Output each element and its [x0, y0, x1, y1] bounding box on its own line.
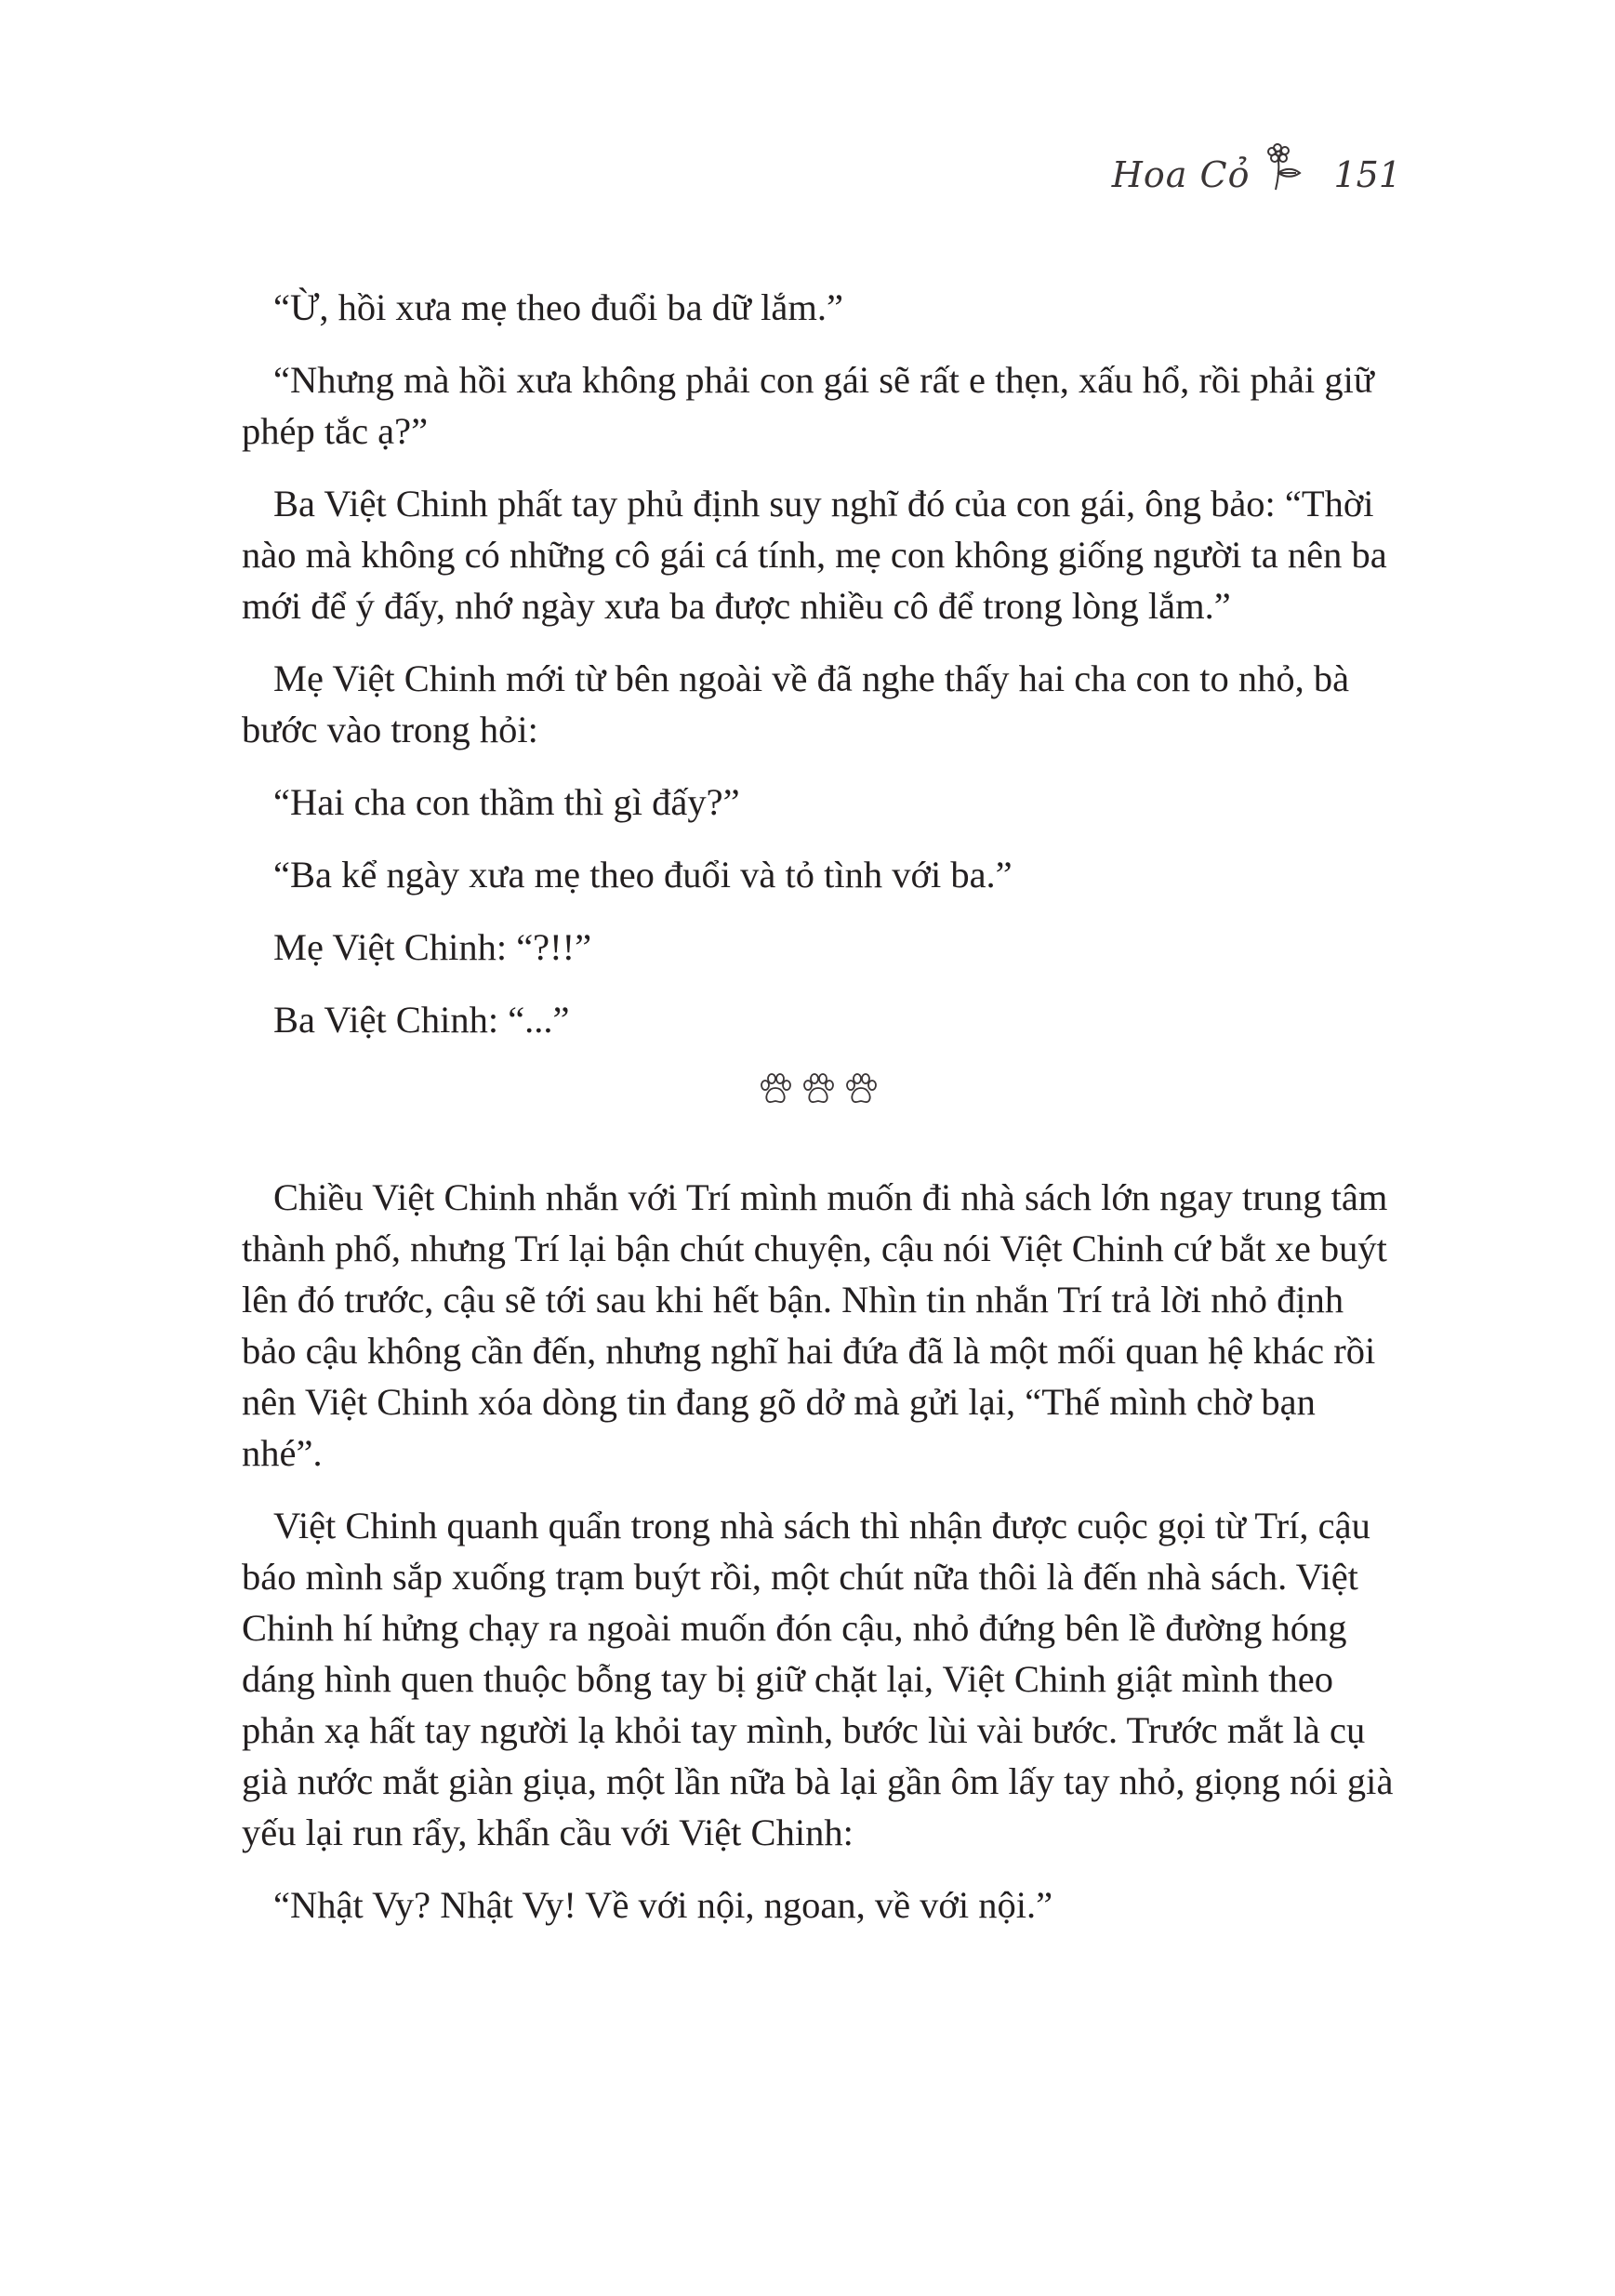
paragraph: “Nhật Vy? Nhật Vy! Về với nội, ngoan, về với nội.”: [273, 1884, 1053, 1926]
running-title: Hoa Cỏ: [1111, 154, 1251, 195]
page-body: [242, 282, 1395, 1952]
paragraph: Chiều Việt Chinh nhắn với Trí mình muốn đi nhà sách lớn ngay trung tâm thành phố, nhưng Trí lại bận chút chuyện, cậu nói Việt Chinh cứ bắt xe buýt lên đó trước, cậu sẽ tới sau khi hết bận. Nhìn tin nhắn Trí trả lời nhỏ định bảo cậu không cần đến, nhưng nghĩ hai đứa đã là một mối quan hệ khác rồi nên Việt Chinh xóa dòng tin đang gõ dở mà gửi lại, “Thế mình chờ bạn nhé”.: [242, 1176, 1388, 1474]
running-header: [1112, 139, 1401, 195]
paw-icon: [843, 1071, 879, 1107]
paragraph: “Hai cha con thầm thì gì đấy?”: [273, 781, 740, 823]
section-break: [242, 1071, 1395, 1107]
paragraph: Mẹ Việt Chinh: “?!!”: [273, 926, 592, 968]
paragraph: Mẹ Việt Chinh mới từ bên ngoài về đã nghe thấy hai cha con to nhỏ, bà bước vào trong hỏi:: [242, 657, 1350, 750]
paragraph: Ba Việt Chinh: “...”: [273, 999, 570, 1041]
paw-icon: [758, 1071, 793, 1107]
page-number: 151: [1333, 154, 1401, 195]
paragraph: “Nhưng mà hồi xưa không phải con gái sẽ rất e thẹn, xấu hổ, rồi phải giữ phép tắc ạ?”: [242, 359, 1374, 452]
flower-icon: [1263, 139, 1304, 193]
paw-icon: [801, 1071, 836, 1107]
paragraph: “Ừ, hồi xưa mẹ theo đuổi ba dữ lắm.”: [273, 286, 843, 328]
paragraph: Ba Việt Chinh phất tay phủ định suy nghĩ đó của con gái, ông bảo: “Thời nào mà không có những cô gái cá tính, mẹ con không giống người ta nên ba mới để ý đấy, nhớ ngày xưa ba được nhiều cô để trong lòng lắm.”: [242, 483, 1387, 627]
paragraph: “Ba kể ngày xưa mẹ theo đuổi và tỏ tình với ba.”: [273, 854, 1013, 896]
paragraph: Việt Chinh quanh quẩn trong nhà sách thì nhận được cuộc gọi từ Trí, cậu báo mình sắp xuống trạm buýt rồi, một chút nữa thôi là đến nhà sách. Việt Chinh hí hửng chạy ra ngoài muốn đón cậu, nhỏ đứng bên lề đường hóng dáng hình quen thuộc bỗng tay bị giữ chặt lại, Việt Chinh giật mình theo phản xạ hất tay người lạ khỏi tay mình, bước lùi vài bước. Trước mắt là cụ già nước mắt giàn giụa, một lần nữa bà lại gần ôm lấy tay nhỏ, giọng nói già yếu lại run rẩy, khẩn cầu với Việt Chinh:: [242, 1505, 1394, 1853]
